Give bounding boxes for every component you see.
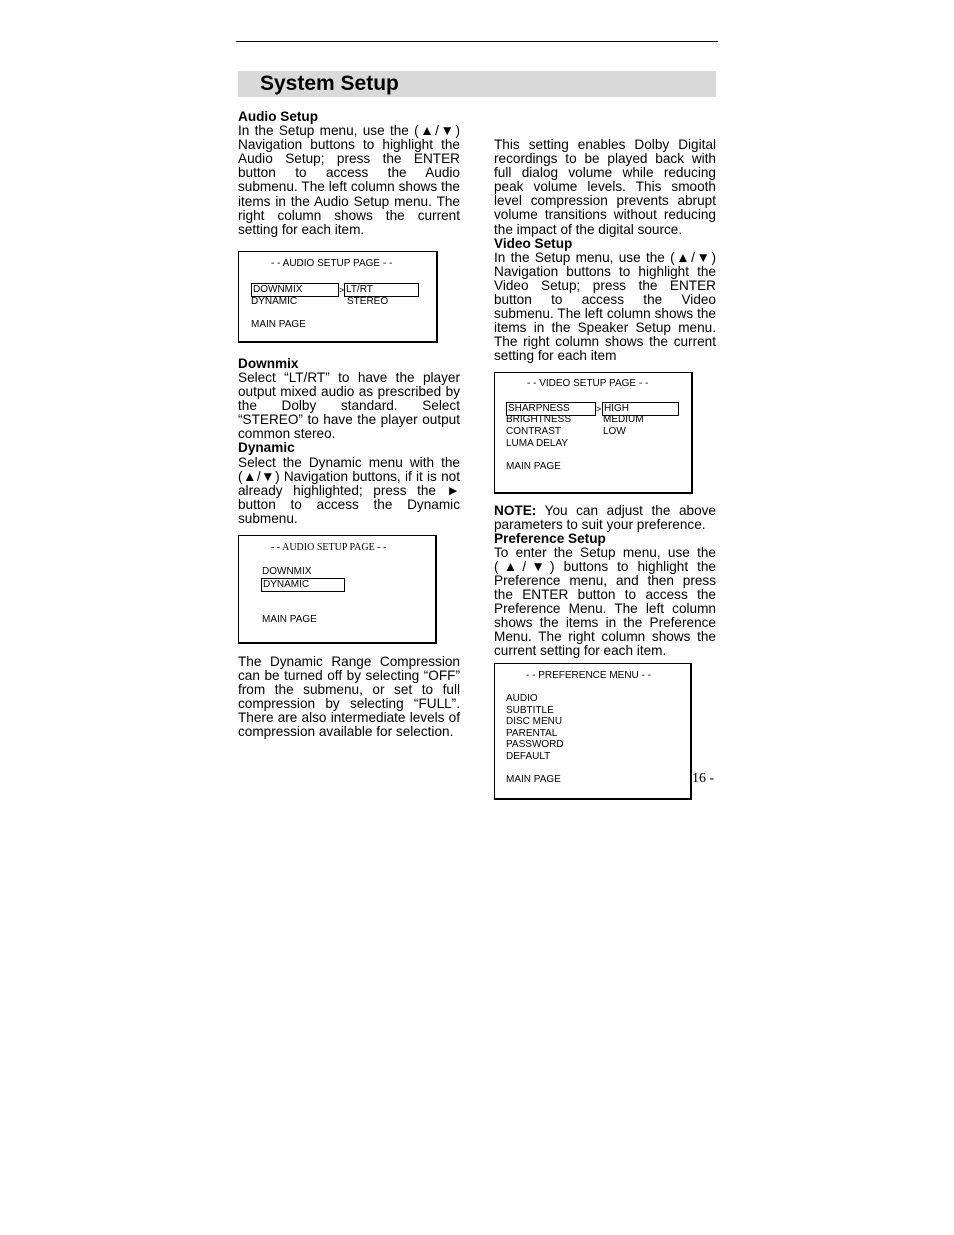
dynamic-body: Select the Dynamic menu with the (▲/▼) Navigation buttons, if it is not already highlighted; press the ► button to access the Dynamic submenu. — [238, 454, 460, 526]
preference-menu — [494, 663, 692, 800]
menu-value-medium[interactable]: MEDIUM — [603, 413, 644, 425]
downmix-heading: Downmix — [238, 355, 299, 371]
drc-body: The Dynamic Range Compression can be turned off by selecting “OFF” from the submenu, or set to full compression by selecting “FULL”. There are also intermediate levels of compression available for selection. — [238, 653, 460, 740]
menu-item-password[interactable]: PASSWORD — [506, 738, 564, 750]
video-setup-body: In the Setup menu, use the (▲/▼) Navigation buttons to highlight the Video Setup; press the ENTER button to access the Video submenu. The left column shows the items in the Speaker Setup menu. The right column shows the current setting for each item — [494, 249, 716, 364]
page-number: 16 - — [692, 771, 715, 786]
audio-setup-menu-1 — [238, 251, 438, 343]
menu-item-main-page[interactable]: MAIN PAGE — [506, 773, 561, 785]
audio-setup-menu-2 — [238, 535, 437, 644]
menu-item-downmix[interactable]: DOWNMIX — [251, 283, 339, 297]
video-setup-menu — [494, 372, 693, 494]
menu-item-main-page[interactable]: MAIN PAGE — [251, 318, 306, 330]
menu-item-parental[interactable]: PARENTAL — [506, 727, 558, 739]
note-paragraph — [494, 504, 716, 532]
menu-header: - - VIDEO SETUP PAGE - - — [527, 377, 649, 389]
menu-item-main-page[interactable]: MAIN PAGE — [506, 460, 561, 472]
dynamic-heading: Dynamic — [238, 440, 295, 456]
selection-arrow: > — [596, 403, 602, 414]
menu-value-stereo[interactable]: STEREO — [347, 295, 389, 307]
menu-item-dynamic[interactable]: DYNAMIC — [251, 295, 298, 307]
note-label: NOTE: — [494, 502, 537, 518]
page-title: System Setup — [260, 72, 399, 95]
menu-header: - - PREFERENCE MENU - - — [526, 669, 651, 681]
menu-item-contrast[interactable]: CONTRAST — [506, 425, 561, 437]
downmix-body: Select “LT/RT” to have the player output mixed audio as prescribed by the Dolby standard. Select “STEREO” to have the player output common stereo. — [238, 369, 460, 442]
menu-item-subtitle[interactable]: SUBTITLE — [506, 704, 554, 716]
audio-setup-heading: Audio Setup — [238, 109, 319, 124]
audio-setup-body: In the Setup menu, use the (▲/▼) Navigation buttons to highlight the Audio Setup; press the ENTER button to access the Audio submenu. The left column shows the items in the Audio Setup menu. The right column shows the current setting for each item. — [238, 123, 460, 237]
menu-header: - - AUDIO SETUP PAGE - - — [271, 541, 387, 553]
menu-header: - - AUDIO SETUP PAGE - - — [271, 257, 393, 269]
menu-item-main-page[interactable]: MAIN PAGE — [262, 613, 317, 625]
video-setup-heading: Video Setup — [494, 235, 573, 251]
menu-value-low[interactable]: LOW — [603, 425, 626, 437]
title-bar — [238, 71, 716, 97]
menu-value-high[interactable]: HIGH — [602, 402, 679, 416]
menu-item-disc-menu[interactable]: DISC MENU — [506, 715, 563, 727]
selection-arrow: > — [339, 284, 345, 295]
menu-item-audio[interactable]: AUDIO — [506, 692, 538, 704]
preference-setup-body: To enter the Setup menu, use the (▲/▼) buttons to highlight the Preference menu, and then press the ENTER button to access the Preference Menu. The left column shows the items in the Preference Menu. The right column shows the current setting for each item. — [494, 544, 716, 659]
menu-item-default[interactable]: DEFAULT — [506, 750, 551, 762]
menu-item-downmix[interactable]: DOWNMIX — [262, 565, 312, 577]
left-column — [238, 110, 460, 740]
note-body: You can adjust the above parameters to suit your preference. — [494, 502, 716, 532]
dolby-body: This setting enables Dolby Digital recordings to be played back with full dialog volume while reducing peak volume levels. This smooth level compression prevents abrupt volume transitions without reducing the impact of the digital source. — [494, 137, 716, 237]
menu-value-ltrt[interactable]: LT/RT — [344, 283, 419, 297]
menu-item-brightness[interactable]: BRIGHTNESS — [506, 413, 572, 425]
right-column — [494, 138, 716, 800]
menu-item-luma-delay[interactable]: LUMA DELAY — [506, 437, 569, 449]
preference-setup-heading: Preference Setup — [494, 530, 606, 546]
menu-item-dynamic[interactable]: DYNAMIC — [261, 578, 345, 592]
top-rule — [236, 41, 718, 42]
menu-item-sharpness[interactable]: SHARPNESS — [506, 402, 596, 416]
